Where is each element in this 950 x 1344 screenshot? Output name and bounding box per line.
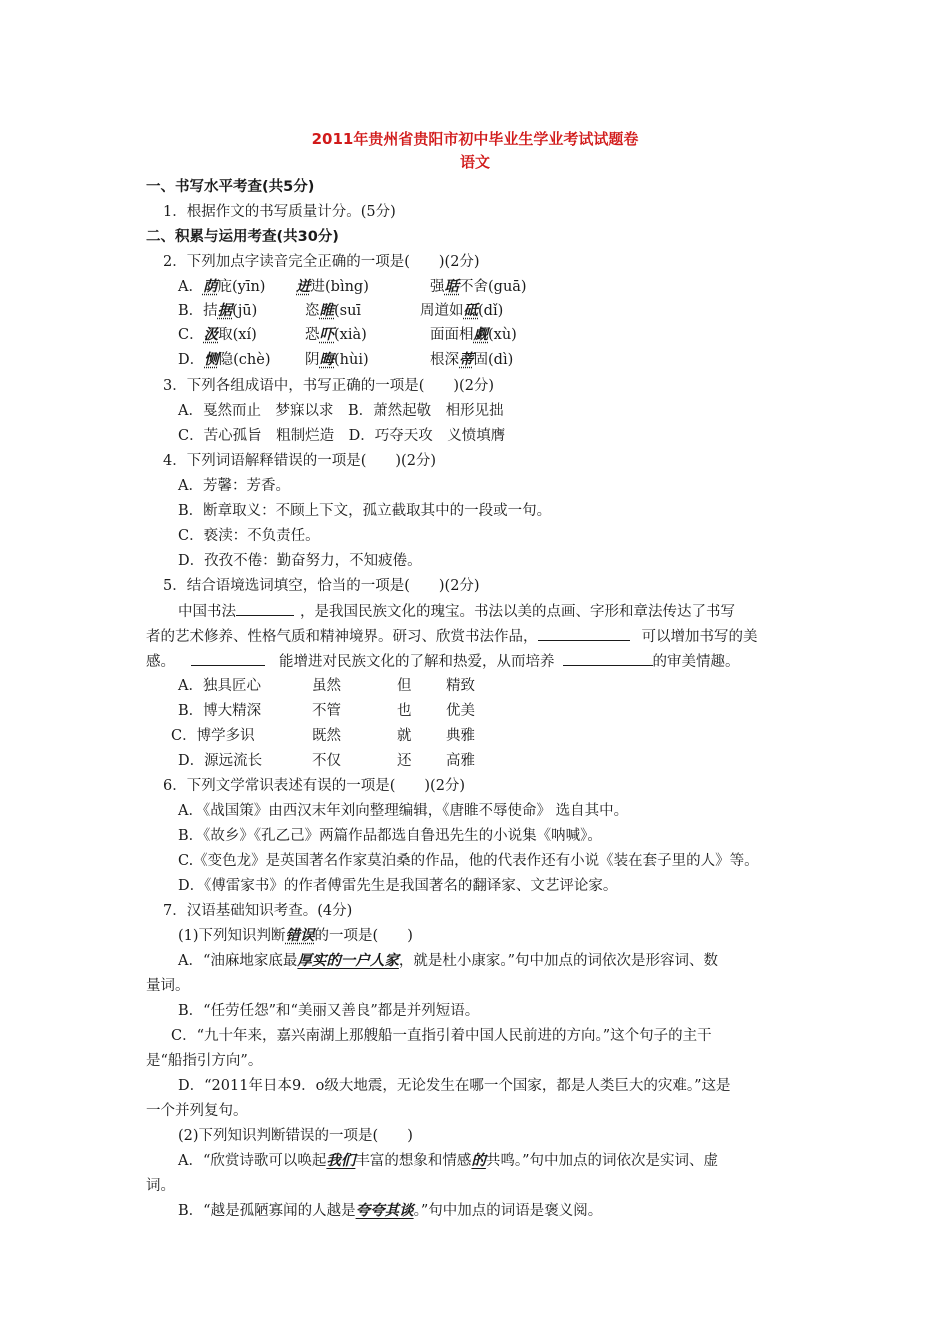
q7-sub-1 xyxy=(178,926,413,946)
q5-option-d xyxy=(178,751,262,771)
q6-option-c: C.《变色龙》是英国著名作家莫泊桑的作品，他的代表作还有小说《装在套子里的人》等。 xyxy=(178,853,759,869)
reading: (dǐ) xyxy=(478,303,504,319)
section-1-heading: 一、书写水平考查(共5分) xyxy=(146,179,315,195)
dotted-char: 迸 xyxy=(296,278,311,295)
q4-option-a: A．芳馨：芳香。 xyxy=(178,478,290,494)
q5-passage-line-1 xyxy=(178,601,735,622)
exam-title: 2011年贵州省贵阳市初中毕业生学业考试试题卷 xyxy=(311,130,639,148)
q2-option-a xyxy=(178,277,265,297)
reading: 庇(yīn) xyxy=(217,279,266,295)
dotted-char: 蒂 xyxy=(459,351,474,368)
dotted-char: 睢 xyxy=(319,302,334,319)
dotted-char: 吓 xyxy=(319,326,334,343)
q7-1-option-c: C．“九十年来，嘉兴南湖上那艘船一直指引着中国人民前进的方向。”这个句子的主干 xyxy=(171,1028,712,1044)
q2-option-d xyxy=(178,350,271,370)
q5-option-a-w2: 虽然 xyxy=(312,678,341,694)
q7-1-option-d: D．“2011年日本9．o级大地震，无论发生在哪一个国家，都是人类巨大的灾难。”这是 xyxy=(178,1078,731,1094)
option-label: B． xyxy=(178,303,204,319)
q7-sub-2: (2)下列知识判断错误的一项是( ) xyxy=(178,1128,413,1144)
passage-text: 中国书法 xyxy=(178,604,236,620)
q6-option-a: A．《战国策》由西汉末年刘向整理编辑，《唐睢不辱使命》 选自其中。 xyxy=(178,803,629,819)
q5-option-d-w2: 不仅 xyxy=(312,753,341,769)
passage-text: 者的艺术修养、性格气质和精神境界。研习、欣赏书法作品， xyxy=(146,629,538,645)
dotted-char: 砥 xyxy=(463,302,478,319)
q2-option-c-2 xyxy=(305,325,367,345)
section-2-heading: 二、积累与运用考查(共30分) xyxy=(146,229,339,245)
reading: 固(dì) xyxy=(473,352,514,368)
option-label: C． xyxy=(178,327,204,343)
option-label: D． xyxy=(178,352,205,368)
q5-passage-line-3 xyxy=(146,651,740,672)
dotted-char: 觑 xyxy=(473,326,488,343)
question-3-stem: 3．下列各组成语中，书写正确的一项是( )(2分) xyxy=(163,378,495,394)
q5-option-c-w4: 典雅 xyxy=(446,728,475,744)
reading: 隐(chè) xyxy=(218,352,271,368)
passage-text: 感。 xyxy=(146,654,175,670)
option-text: A．“欣赏诗歌可以唤起 xyxy=(178,1153,327,1169)
option-label: A． xyxy=(178,279,203,295)
dotted-char: 据 xyxy=(217,302,233,319)
fill-blank-4 xyxy=(563,651,653,666)
option-text: 共鸣。”句中加点的词依次是实词、虚 xyxy=(485,1153,719,1169)
question-5-stem: 5．结合语境选词填空，恰当的一项是( )(2分) xyxy=(163,578,480,594)
dotted-char: 汲 xyxy=(203,326,219,343)
q5-option-b xyxy=(178,701,261,721)
q5-option-a-w3: 但 xyxy=(397,678,412,694)
q5-option-b-w4: 优美 xyxy=(446,703,475,719)
q7-1-option-d-cont: 一个并列复句。 xyxy=(146,1103,248,1119)
reading: 取(xí) xyxy=(218,327,257,343)
passage-text: 可以增加书写的美 xyxy=(641,629,758,645)
q6-option-d: D．《傅雷家书》的作者傅雷先生是我国著名的翻译家、文艺评论家。 xyxy=(178,878,618,894)
dotted-word: 错误 xyxy=(285,927,315,944)
q4-option-b: B．断章取义：不顾上下文，孤立截取其中的一段或一句。 xyxy=(178,503,552,519)
q5-option-b-w3: 也 xyxy=(397,703,412,719)
q2-option-b xyxy=(178,301,257,321)
q7-1-option-c-cont: 是“船指引方向”。 xyxy=(146,1053,263,1069)
q2-option-a-2 xyxy=(296,277,369,297)
option-text: 。”句中加点的词语是褒义阅。 xyxy=(413,1203,603,1219)
q2-option-b-3 xyxy=(420,301,503,321)
q2-option-d-3 xyxy=(430,350,513,370)
reading: (hùi) xyxy=(334,352,369,368)
question-1: 1．根据作文的书写质量计分。(5分) xyxy=(163,204,396,220)
dotted-char: 恻 xyxy=(204,351,219,368)
q2-option-a-3 xyxy=(430,277,527,297)
dotted-word: 我们 xyxy=(326,1152,356,1169)
dotted-word: 的 xyxy=(471,1152,486,1169)
reading: (xù) xyxy=(488,327,517,343)
q7-1-option-a xyxy=(178,951,718,971)
dotted-word: 夸夸其谈 xyxy=(355,1202,414,1219)
option-text: 丰富的想象和情感 xyxy=(355,1153,472,1169)
reading: (xià) xyxy=(334,327,367,343)
q2-option-b-2 xyxy=(305,301,361,321)
stem-text: 的一项是( ) xyxy=(314,928,413,944)
dotted-char: 晦 xyxy=(319,351,334,368)
option-label: A． xyxy=(178,678,203,694)
q3-options-cd: C．苦心孤旨 粗制烂造 D．巧夺天攻 义愤填膺 xyxy=(178,428,506,444)
q4-option-c: C．亵渎：不负责任。 xyxy=(178,528,320,544)
q2-option-d-2 xyxy=(305,350,369,370)
q2-option-c-3 xyxy=(430,325,517,345)
q3-options-ab: A．戛然而止 梦寐以求 B．萧然起敬 相形见拙 xyxy=(178,403,504,419)
option-word: 源远流长 xyxy=(204,753,263,769)
q6-option-b: B．《故乡》《孔乙己》两篇作品都选自鲁迅先生的小说集《呐喊》。 xyxy=(178,828,602,844)
q2-option-c xyxy=(178,325,257,345)
question-4-stem: 4．下列词语解释错误的一项是( )(2分) xyxy=(163,453,437,469)
q7-1-option-b: B．“任劳任怨”和“美丽又善良”都是并列短语。 xyxy=(178,1003,480,1019)
passage-text: 能增进对民族文化的了解和热爱，从而培养 xyxy=(279,654,555,670)
option-text: B．“越是孤陋寡闻的人越是 xyxy=(178,1203,356,1219)
question-6-stem: 6．下列文学常识表述有误的一项是( )(2分) xyxy=(163,778,466,794)
plain-char: 阴 xyxy=(305,352,320,368)
q5-option-c-w3: 就 xyxy=(397,728,412,744)
passage-text: ，是我国民族文化的瑰宝。书法以美的点画、字形和章法传达了书写 xyxy=(300,604,735,620)
q5-option-d-w4: 高雅 xyxy=(446,753,475,769)
plain-char: 周道如 xyxy=(420,303,464,319)
question-2-stem: 2．下列加点字读音完全正确的一项是( )(2分) xyxy=(163,254,480,270)
q5-option-a xyxy=(178,676,261,696)
q5-option-b-w2: 不管 xyxy=(312,703,341,719)
reading: (suī xyxy=(334,303,362,319)
option-word: 博学多识 xyxy=(196,728,255,744)
option-text: ，就是杜小康家。”句中加点的词依次是形容词、数 xyxy=(398,953,719,969)
option-label: B． xyxy=(178,703,204,719)
plain-char: 拮 xyxy=(203,303,218,319)
passage-text: 的审美情趣。 xyxy=(652,654,740,670)
q5-option-a-w4: 精致 xyxy=(446,678,475,694)
reading: (jū) xyxy=(232,303,258,319)
option-label: C． xyxy=(171,728,197,744)
stem-text: (1)下列知识判断 xyxy=(178,928,286,944)
dotted-char: 聒 xyxy=(444,278,459,295)
q5-passage-line-2 xyxy=(146,626,758,647)
exam-subject: 语文 xyxy=(459,153,490,171)
q7-1-option-a-cont: 量词。 xyxy=(146,978,190,994)
q7-2-option-b xyxy=(178,1201,602,1221)
q5-option-d-w3: 还 xyxy=(397,753,412,769)
question-7-stem: 7．汉语基础知识考查。(4分) xyxy=(163,903,353,919)
dotted-word: 厚实的一户人家 xyxy=(297,952,399,969)
plain-char: 面面相 xyxy=(430,327,474,343)
q5-option-c xyxy=(171,726,255,746)
reading: 进(bìng) xyxy=(310,279,369,295)
dotted-char: 荫 xyxy=(202,278,218,295)
plain-char: 强 xyxy=(430,279,445,295)
fill-blank-1 xyxy=(236,601,294,616)
plain-char: 恣 xyxy=(305,303,320,319)
reading: 不舍(guā) xyxy=(459,279,527,295)
q5-option-c-w2: 既然 xyxy=(312,728,341,744)
q4-option-d: D．孜孜不倦：勤奋努力，不知疲倦。 xyxy=(178,553,422,569)
q7-2-option-a-cont: 词。 xyxy=(146,1178,175,1194)
option-word: 博大精深 xyxy=(203,703,262,719)
fill-blank-2 xyxy=(538,626,630,641)
plain-char: 根深 xyxy=(430,352,459,368)
fill-blank-3 xyxy=(191,651,265,666)
option-label: D． xyxy=(178,753,205,769)
q7-2-option-a xyxy=(178,1151,718,1171)
option-word: 独具匠心 xyxy=(202,678,261,694)
plain-char: 恐 xyxy=(305,327,320,343)
option-text: A．“油麻地家底最 xyxy=(178,953,298,969)
